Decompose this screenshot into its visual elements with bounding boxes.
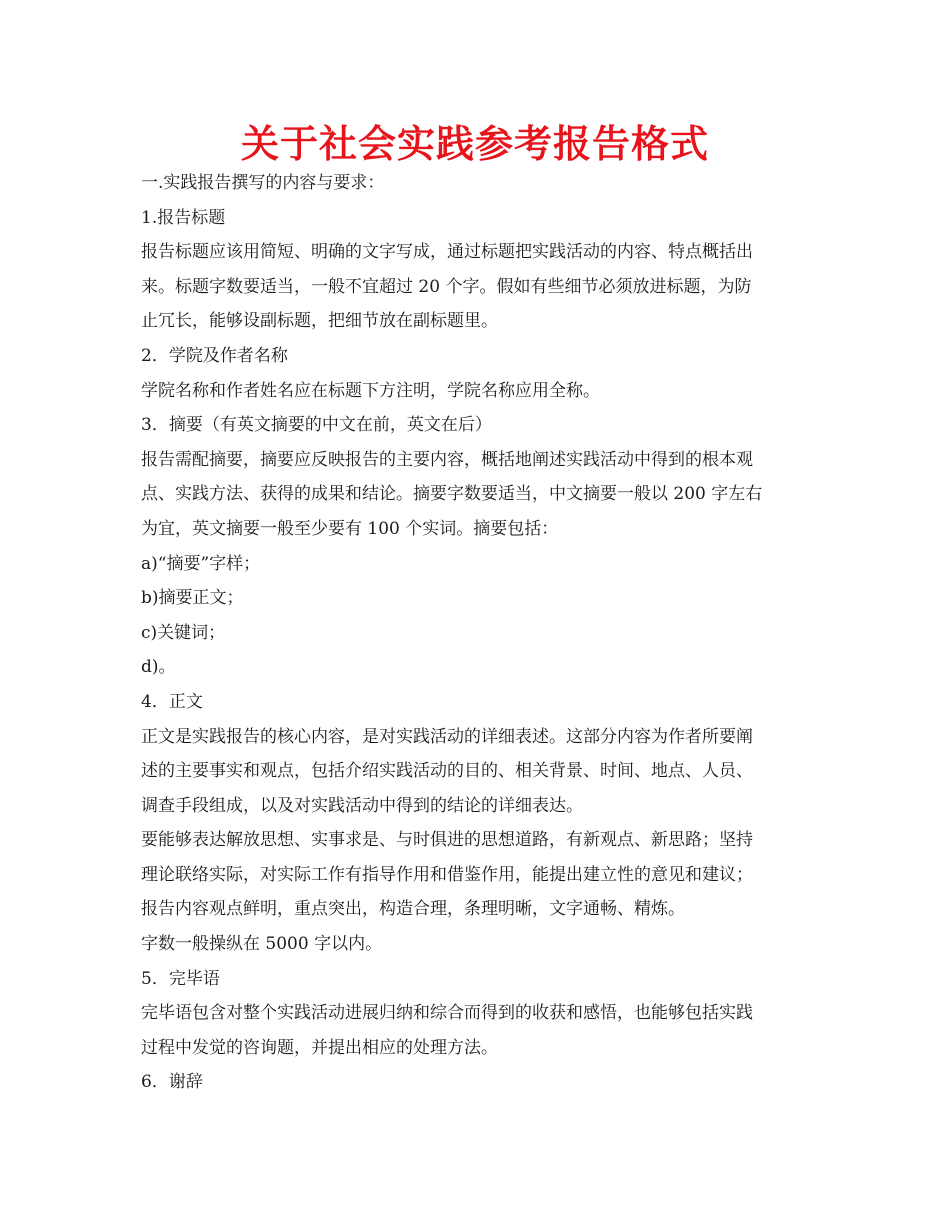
subsection-heading: 5．完毕语 <box>141 968 220 989</box>
section-heading: 一.实践报告撰写的内容与要求： <box>141 173 385 193</box>
paragraph-line: 学院名称和作者姓名应在标题下方注明，学院名称应用全称。 <box>141 380 600 401</box>
list-item: d)。 <box>141 657 176 678</box>
subsection-heading: 1.报告标题 <box>141 207 226 228</box>
paragraph-line: 报告内容观点鲜明，重点突出，构造合理，条理明晰，文字通畅、精炼。 <box>141 899 685 920</box>
paragraph-line: 来。标题字数要适当，一般不宜超过 20 个字。假如有些细节必须放进标题，为防 <box>141 276 752 297</box>
paragraph-line: 报告标题应该用简短、明确的文字写成，通过标题把实践活动的内容、特点概括出 <box>141 242 753 263</box>
paragraph-line: 理论联络实际，对实际工作有指导作用和借鉴作用，能提出建立性的意见和建议； <box>141 864 753 885</box>
paragraph-line: 字数一般操纵在 5000 字以内。 <box>141 934 383 955</box>
list-item: a)“摘要”字样； <box>141 553 261 574</box>
paragraph-line: 调查手段组成，以及对实践活动中得到的结论的详细表达。 <box>141 795 583 816</box>
list-item: b)摘要正文； <box>141 588 244 609</box>
subsection-heading: 3．摘要（有英文摘要的中文在前，英文在后） <box>141 415 492 436</box>
subsection-heading: 4．正文 <box>141 691 203 712</box>
paragraph-line: 为宜，英文摘要一般至少要有 100 个实词。摘要包括： <box>141 518 559 539</box>
list-item: c)关键词； <box>141 622 226 643</box>
paragraph-line: 正文是实践报告的核心内容，是对实践活动的详细表述。这部分内容为作者所要阐 <box>141 726 753 747</box>
document-title: 关于社会实践参考报告格式 <box>240 122 709 166</box>
subsection-heading: 2．学院及作者名称 <box>141 345 288 366</box>
paragraph-line: 点、实践方法、获得的成果和结论。摘要字数要适当，中文摘要一般以 200 字左右 <box>141 484 763 505</box>
paragraph-line: 完毕语包含对整个实践活动进展归纳和综合而得到的收获和感悟，也能够包括实践 <box>141 1003 753 1024</box>
paragraph-line: 述的主要事实和观点，包括介绍实践活动的目的、相关背景、时间、地点、人员、 <box>141 761 753 782</box>
paragraph-line: 报告需配摘要，摘要应反映报告的主要内容，概括地阐述实践活动中得到的根本观 <box>141 449 753 470</box>
paragraph-line: 要能够表达解放思想、实事求是、与时俱进的思想道路，有新观点、新思路；坚持 <box>141 830 753 851</box>
document-body <box>141 166 813 1100</box>
subsection-heading: 6．谢辞 <box>141 1072 203 1093</box>
paragraph-line: 止冗长，能够设副标题，把细节放在副标题里。 <box>141 311 498 332</box>
paragraph-line: 过程中发觉的咨询题，并提出相应的处理方法。 <box>141 1037 498 1058</box>
